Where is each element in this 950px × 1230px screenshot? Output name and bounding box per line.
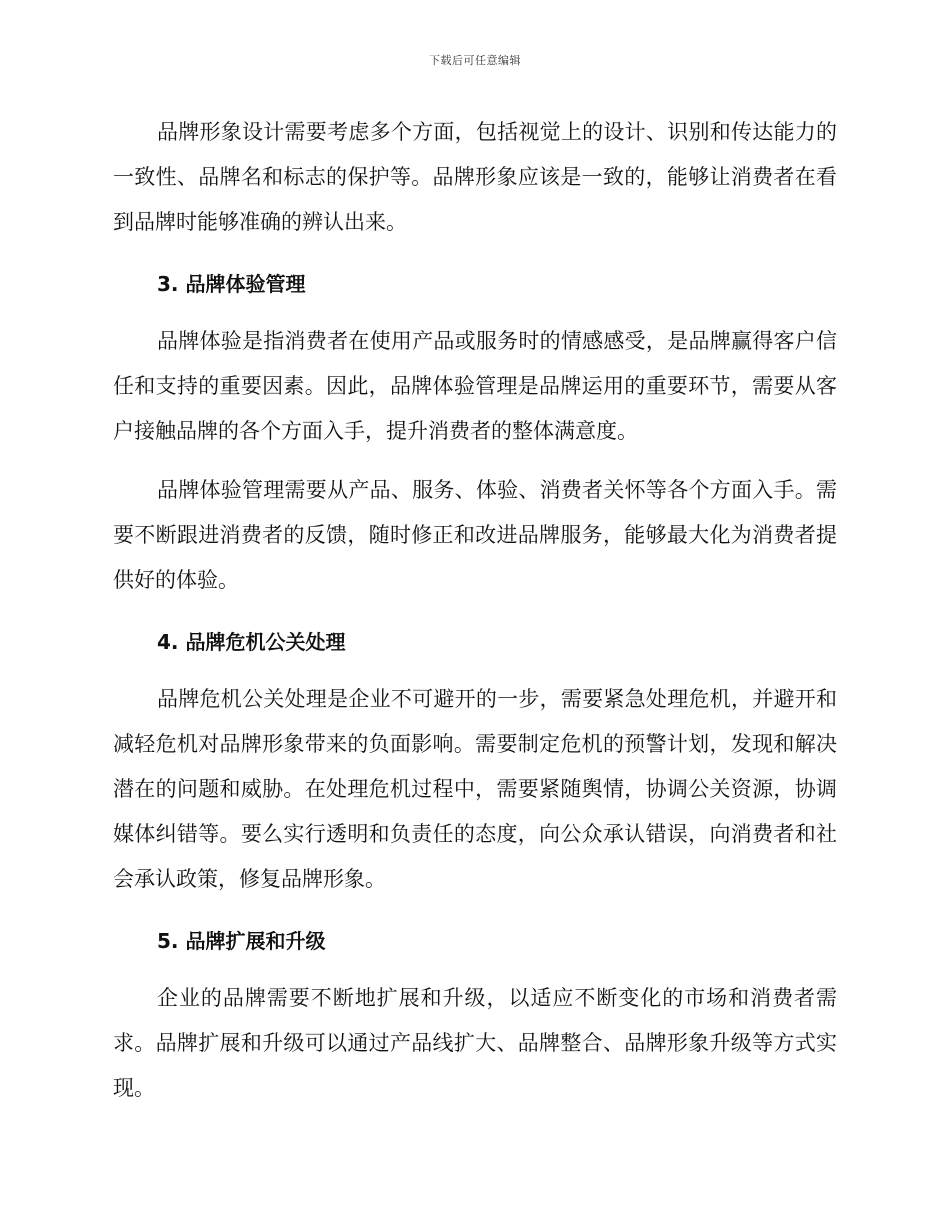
- paragraph-crisis-pr: 品牌危机公关处理是企业不可避开的一步，需要紧急处理危机，并避开和减轻危机对品牌形象带来的负面影响。需要制定危机的预警计划，发现和解决潜在的问题和威胁。在处理危机过程中，需要紧随舆情，协调公关资源，协调媒体纠错等。要么实行透明和负责任的态度，向公众承认错误，向消费者和社会承认政策，修复品牌形象。: [113, 687, 837, 891]
- section-heading-brand-experience: 3. 品牌体验管理: [157, 272, 306, 296]
- paragraph-brand-expansion: 企业的品牌需要不断地扩展和升级，以适应不断变化的市场和消费者需求。品牌扩展和升级可以通过产品线扩大、品牌整合、品牌形象升级等方式实现。: [113, 986, 837, 1100]
- section-heading-crisis-pr: 4. 品牌危机公关处理: [157, 630, 346, 654]
- page-header: 下载后可任意编辑: [429, 54, 521, 67]
- paragraph-brand-experience-definition: 品牌体验是指消费者在使用产品或服务时的情感感受，是品牌赢得客户信任和支持的重要因素。因此，品牌体验管理是品牌运用的重要环节，需要从客户接触品牌的各个方面入手，提升消费者的整体满意度。: [113, 329, 837, 443]
- paragraph-brand-experience-management: 品牌体验管理需要从产品、服务、体验、消费者关怀等各个方面入手。需要不断跟进消费者的反馈，随时修正和改进品牌服务，能够最大化为消费者提供好的体验。: [113, 478, 837, 592]
- document-body: [113, 110, 837, 1125]
- section-heading-brand-expansion: 5. 品牌扩展和升级: [157, 929, 326, 953]
- paragraph-brand-image-design: 品牌形象设计需要考虑多个方面，包括视觉上的设计、识别和传达能力的一致性、品牌名和标志的保护等。品牌形象应该是一致的，能够让消费者在看到品牌时能够准确的辨认出来。: [113, 120, 837, 234]
